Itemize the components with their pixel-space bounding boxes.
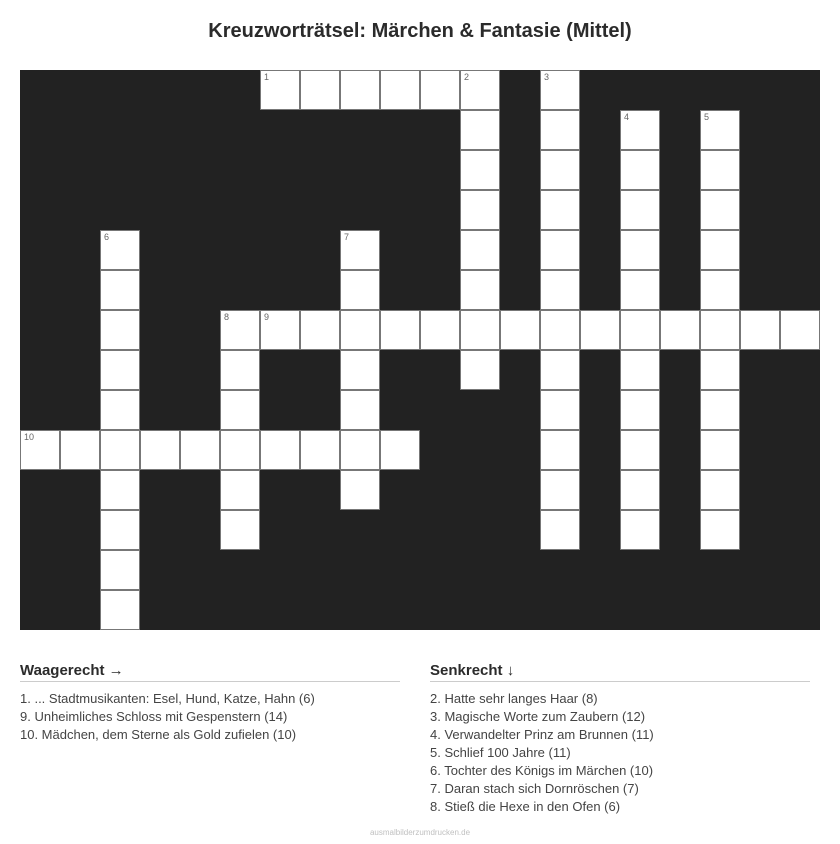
grid-cell[interactable] [620,390,660,430]
grid-cell[interactable] [540,390,580,430]
clue-number: 4 [624,112,630,122]
across-clues-section [20,662,400,744]
grid-cell[interactable] [100,230,140,270]
grid-cell[interactable] [540,350,580,390]
across-clue: 1. ... Stadtmusikanten: Esel, Hund, Katze, Hahn (6) [20,691,315,706]
grid-cell[interactable] [460,270,500,310]
grid-cell[interactable] [300,430,340,470]
across-heading: Waagerecht → [20,662,400,682]
grid-cell[interactable] [100,430,140,470]
grid-cell[interactable] [340,430,380,470]
grid-cell[interactable] [140,430,180,470]
footer-credit: ausmalbilderzumdrucken.de [369,828,471,837]
grid-cell[interactable] [460,110,500,150]
grid-cell[interactable] [460,70,500,110]
clue-number: 6 [104,232,110,242]
grid-cell[interactable] [700,390,740,430]
down-clue: 6. Tochter des Königs im Märchen (10) [430,763,654,778]
clue-number: 10 [24,432,35,442]
grid-cell[interactable] [460,350,500,390]
grid-cell[interactable] [700,110,740,150]
grid-cell[interactable] [620,310,660,350]
grid-cell[interactable] [340,70,380,110]
grid-cell[interactable] [340,350,380,390]
grid-cell[interactable] [700,150,740,190]
grid-cell[interactable] [100,550,140,590]
grid-cell[interactable] [100,470,140,510]
clue-number: 3 [544,72,550,82]
grid-cell[interactable] [540,110,580,150]
grid-cell[interactable] [620,270,660,310]
grid-cell[interactable] [540,230,580,270]
grid-cell[interactable] [260,70,300,110]
down-clue: 8. Stieß die Hexe in den Ofen (6) [430,799,621,814]
grid-cell[interactable] [20,430,60,470]
grid-cell[interactable] [540,270,580,310]
grid-cell[interactable] [620,470,660,510]
down-clues-section [430,662,810,816]
grid-cell[interactable] [620,150,660,190]
across-clue: 9. Unheimliches Schloss mit Gespenstern (14) [20,709,288,724]
page-title: Kreuzworträtsel: Märchen & Fantasie (Mittel) [208,20,632,42]
grid-cell[interactable] [660,310,700,350]
grid-cell[interactable] [340,390,380,430]
across-clue-list [20,690,400,744]
grid-cell[interactable] [460,230,500,270]
grid-cell[interactable] [700,430,740,470]
grid-cell[interactable] [260,430,300,470]
grid-cell[interactable] [540,70,580,110]
grid-cell[interactable] [100,510,140,550]
grid-cell[interactable] [540,430,580,470]
grid-cell[interactable] [500,310,540,350]
grid-cell[interactable] [700,510,740,550]
grid-cell[interactable] [540,470,580,510]
clue-number: 5 [704,112,710,122]
clue-number: 8 [224,312,230,322]
down-clue: 2. Hatte sehr langes Haar (8) [430,691,598,706]
grid-cell[interactable] [700,270,740,310]
grid-cell[interactable] [740,310,780,350]
grid-cell[interactable] [540,510,580,550]
grid-cell[interactable] [540,150,580,190]
grid-cell[interactable] [220,310,260,350]
grid-cell[interactable] [260,310,300,350]
grid-cell[interactable] [100,310,140,350]
across-clue: 10. Mädchen, dem Sterne als Gold zufielen (10) [20,727,297,742]
clue-number: 2 [464,72,470,82]
grid-cell[interactable] [100,390,140,430]
grid-cell[interactable] [700,190,740,230]
grid-cell[interactable] [100,270,140,310]
crossword-grid [20,70,820,630]
grid-cell[interactable] [700,310,740,350]
grid-cell[interactable] [620,190,660,230]
grid-cell[interactable] [100,350,140,390]
grid-cell[interactable] [340,310,380,350]
grid-cell[interactable] [540,190,580,230]
grid-cell[interactable] [220,350,260,390]
down-heading: Senkrecht ↓ [430,662,810,682]
grid-cell[interactable] [460,150,500,190]
grid-cell[interactable] [620,110,660,150]
grid-cell[interactable] [580,310,620,350]
grid-cell[interactable] [380,430,420,470]
grid-cell[interactable] [620,230,660,270]
down-clue-list [430,690,810,816]
grid-cell[interactable] [700,470,740,510]
grid-cell[interactable] [340,470,380,510]
grid-cell[interactable] [300,70,340,110]
grid-cell[interactable] [700,230,740,270]
grid-cell[interactable] [340,270,380,310]
grid-cell[interactable] [100,590,140,630]
grid-cell[interactable] [220,510,260,550]
grid-cell[interactable] [340,230,380,270]
grid-cell[interactable] [620,350,660,390]
grid-cell[interactable] [460,190,500,230]
grid-cell[interactable] [460,310,500,350]
down-clue: 4. Verwandelter Prinz am Brunnen (11) [430,727,654,742]
clue-number: 7 [344,232,350,242]
grid-cell[interactable] [220,430,260,470]
down-clue: 3. Magische Worte zum Zaubern (12) [430,709,646,724]
grid-cell[interactable] [300,310,340,350]
grid-cell[interactable] [380,310,420,350]
grid-cell[interactable] [220,390,260,430]
clue-number: 9 [264,312,270,322]
grid-cell[interactable] [380,70,420,110]
grid-cell[interactable] [780,310,820,350]
grid-cell[interactable] [620,510,660,550]
clue-number: 1 [264,72,270,82]
grid-cell[interactable] [540,310,580,350]
grid-cell[interactable] [180,430,220,470]
grid-cell[interactable] [700,350,740,390]
grid-cell[interactable] [220,470,260,510]
grid-cell[interactable] [420,310,460,350]
down-clue: 5. Schlief 100 Jahre (11) [430,745,571,760]
down-clue: 7. Daran stach sich Dornröschen (7) [430,781,639,796]
grid-cell[interactable] [60,430,100,470]
grid-cell[interactable] [620,430,660,470]
grid-cell[interactable] [420,70,460,110]
